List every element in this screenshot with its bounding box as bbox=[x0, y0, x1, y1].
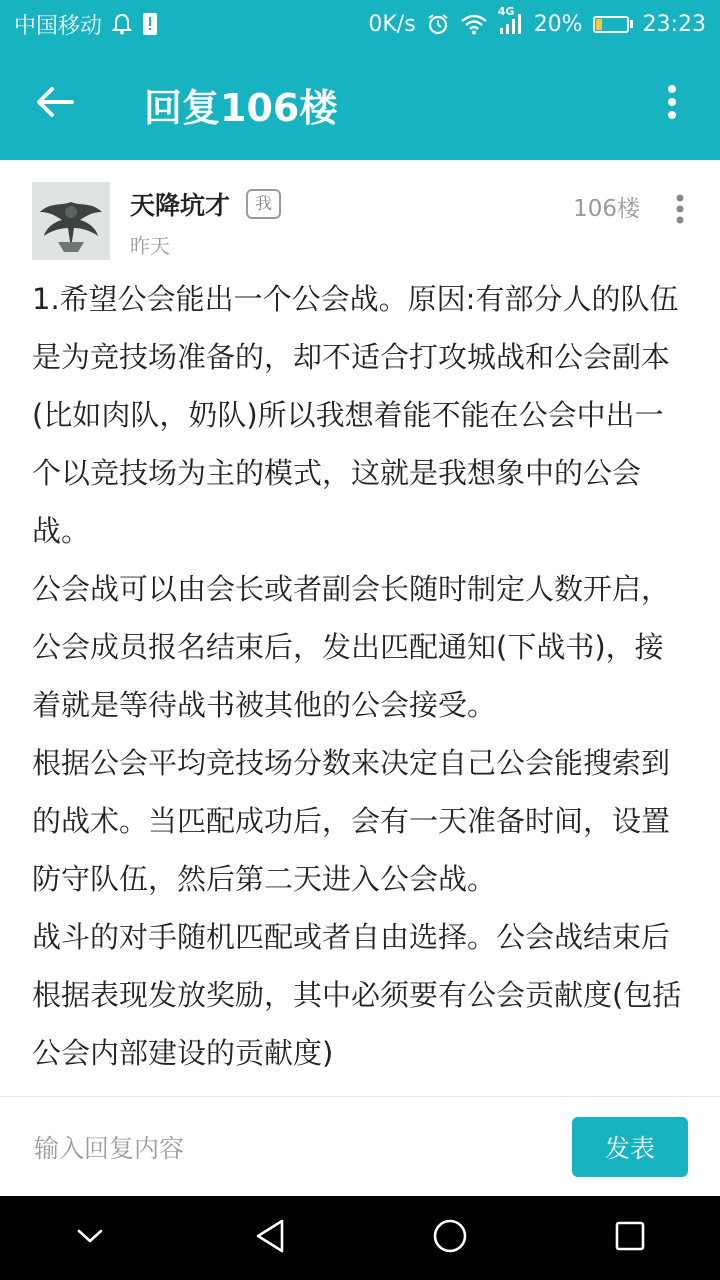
app-bar bbox=[0, 48, 720, 160]
post-paragraph: 公会战可以由会长或者副会长随时制定人数开启，公会成员报名结束后，发出匹配通知(下战书)，接着就是等待战书被其他的公会接受。 bbox=[32, 572, 671, 722]
wifi-icon bbox=[460, 13, 488, 35]
back-button[interactable] bbox=[0, 48, 110, 160]
carrier-label: 中国移动 bbox=[14, 13, 103, 39]
post-paragraph: 战斗的对手随机匹配或者自由选择。公会战结束后根据表现发放奖励，其中必须要有公会贡献度(包括公会内部建设的贡献度) bbox=[32, 920, 682, 1070]
avatar-icon[interactable] bbox=[32, 182, 110, 260]
post-time: 昨天 bbox=[130, 234, 170, 258]
clock-label: 23:23 bbox=[642, 11, 706, 37]
alarm-icon bbox=[426, 12, 450, 36]
notification-bell-icon bbox=[112, 13, 132, 35]
reply-input[interactable] bbox=[32, 1119, 536, 1177]
sim-alert-icon bbox=[142, 12, 158, 36]
send-button[interactable]: 发表 bbox=[572, 1117, 688, 1177]
network-type-label: 4G bbox=[497, 5, 515, 18]
post-more-button[interactable] bbox=[662, 186, 698, 236]
post-content bbox=[32, 270, 690, 1096]
author-name[interactable]: 天降坑才 bbox=[130, 191, 231, 220]
net-speed-label: 0K/s bbox=[368, 11, 416, 37]
page-title: 回复106楼 bbox=[144, 85, 338, 130]
navigation-bar bbox=[0, 1196, 720, 1280]
nav-back-button[interactable] bbox=[230, 1198, 310, 1278]
post-more-vertical-icon bbox=[676, 194, 684, 228]
post-paragraph: 根据公会平均竞技场分数来决定自己公会能搜索到的战术。当匹配成功后，会有一天准备时间，设置防守队伍，然后第二天进入公会战。 bbox=[32, 746, 671, 896]
status-bar bbox=[0, 0, 720, 48]
more-vertical-icon bbox=[667, 85, 677, 123]
more-options-button[interactable] bbox=[624, 48, 720, 160]
floor-label: 106楼 bbox=[573, 196, 640, 222]
post-paragraph: 1.希望公会能出一个公会战。原因:有部分人的队伍是为竞技场准备的，却不适合打攻城战和公会副本(比如肉队，奶队)所以我想着能不能在公会中出一个以竞技场为主的模式，这就是我想象中的公会战。 bbox=[32, 282, 679, 548]
nav-recents-button[interactable] bbox=[590, 1198, 670, 1278]
nav-back-icon bbox=[254, 1218, 286, 1258]
nav-home-button[interactable] bbox=[410, 1198, 490, 1278]
nav-recents-icon bbox=[614, 1220, 646, 1256]
reply-bar bbox=[0, 1096, 720, 1196]
me-badge: 我 bbox=[246, 189, 281, 219]
nav-collapse-button[interactable] bbox=[50, 1198, 130, 1278]
battery-percent-label: 20% bbox=[533, 11, 583, 37]
signal-icon bbox=[497, 5, 524, 35]
battery-icon bbox=[593, 16, 633, 33]
nav-collapse-icon bbox=[76, 1227, 104, 1249]
post-header bbox=[0, 160, 720, 270]
back-arrow-icon bbox=[36, 86, 74, 122]
nav-home-icon bbox=[432, 1218, 468, 1258]
